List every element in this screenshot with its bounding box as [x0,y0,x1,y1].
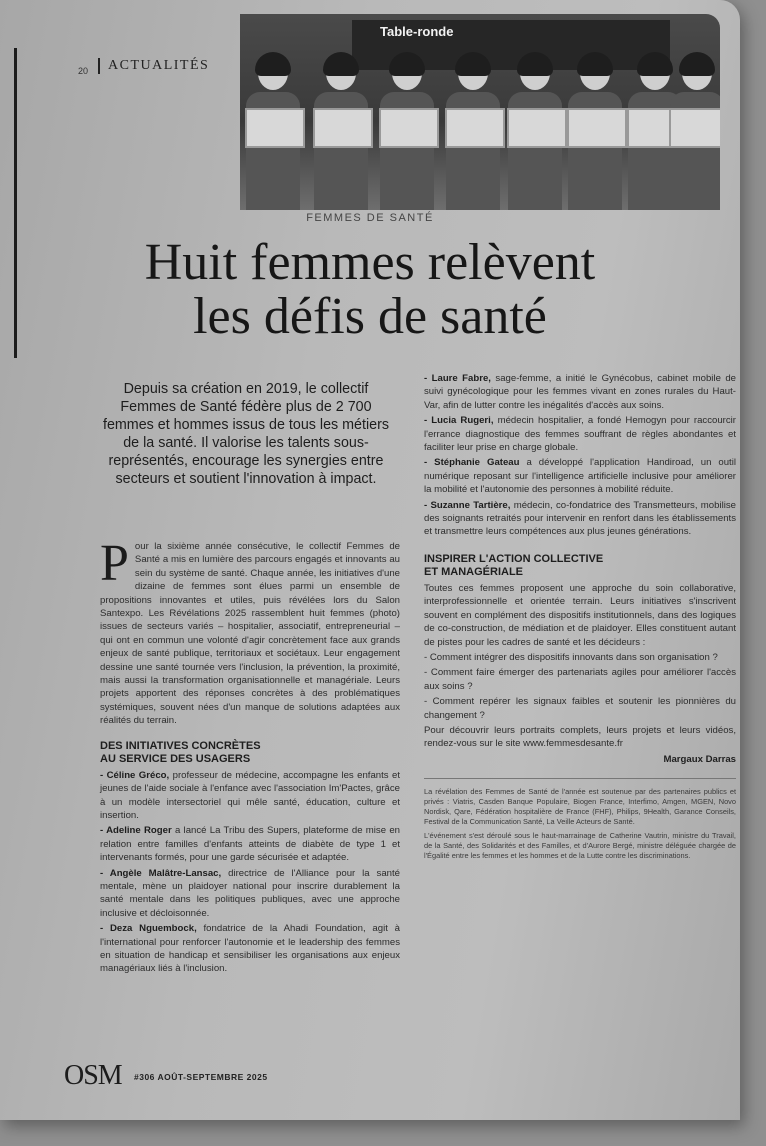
question-item: - Comment intégrer des dispositifs innovants dans son organisation ? [424,651,718,663]
author-byline: Margaux Darras [663,753,736,765]
headline-line-2: les défis de santé [193,288,547,345]
section-heading-inspirer [424,553,736,579]
list-item [424,372,736,412]
person-name: - Suzanne Tartière, [424,499,511,511]
person-name: - Angèle Malâtre-Lansac, [100,867,222,879]
photo-person [314,56,368,210]
person-name: - Deza Nguembock, [100,923,197,935]
heading-line-2: ET MANAGÉRIALE [424,565,523,578]
intro-paragraph [100,535,400,728]
body-paragraph: Toutes ces femmes proposent une approche du soin collaborative, interprofessionnelle et orientée terrain. Leurs initiatives s'inscrivent souvent en complément des dispositifs institutionnels, dans des logiques de co-construction, de médiation et de plaidoyer. Elles constituent autant de pistes pour les cadres de santé et les décideurs : [424,582,736,648]
question-item: - Comment faire émerger des partenariats agiles pour améliorer l'accès aux soins ? [424,667,736,692]
headline-line-1: Huit femmes relèvent [144,234,596,291]
person-description: a lancé La Tribu des Supers, plateforme de mise en relation entre familles d'enfants atteints de diabète de type 1 et intervenants formés, pour une garde sécurisée et adaptée. [100,825,400,864]
person-description: sage-femme, a initié le Gynécobus, cabinet mobile de suivi gynécologique pour les femmes vivant en zones rurales du Haut-Var, afin de lutter contre les inégalités d'accès aux soins. [424,373,737,411]
photo-person [508,56,562,210]
person-description: médecin hospitalier, a fondé Hemogyn pour raccourcir l'errance diagnostique des femmes souffrant de règles abondantes et faciliter leur prise en charge globale. [424,415,736,454]
list-item [424,499,736,539]
list-item [100,769,400,823]
person-description: professeur de médecine, accompagne les enfants et jeunes de l'aide sociale à l'enfance avec l'association Im'Pactes, grâce à un modèle intersectoriel qui mêle santé, éducation, culture et insertion. [100,769,400,821]
photo-person [670,56,720,210]
magazine-logo: OSM [64,1060,122,1091]
list-item [100,867,400,921]
photo-person [446,56,500,210]
person-name: - Céline Gréco, [100,769,170,781]
sponsor-note [424,778,736,861]
article-lede: Depuis sa création en 2019, le collectif Femmes de Santé fédère plus de 2 700 femmes et hommes issus de tous les métiers de la santé. Il valorise les talents sous-représentés, encourage les synergies entre secteurs et soutient l'innovation à impact. [102,381,390,487]
list-item [424,456,736,496]
list-item [100,824,400,864]
person-description: médecin, co-fondatrice des Transmetteurs, mobilise des soignants retraités pour intervenir en renfort dans les établissements et transmettre leurs compétences aux plus jeunes générations. [424,499,736,538]
right-column [424,372,736,865]
person-name: - Stéphanie Gateau [424,457,520,469]
photo-person [380,56,434,210]
photo-person [246,56,300,210]
issue-label: #306 AOÛT-SEPTEMBRE 2025 [134,1072,268,1082]
list-item [424,414,736,454]
photo-banner-title: Table-ronde [380,24,454,39]
article-headline [0,236,740,344]
intro-text: our la sixième année consécutive, le collectif Femmes de Santé a mis en lumière des parcours engagés et innovants au sein du système de santé. Chaque année, les initiatives d'une dizaine de femmes sont élues parmi un ensemble de propositions innovantes et utiles, puis révélées lors du Salon Santexpo. Les Révélations 2025 rassemblent huit femmes (photo) issues de secteurs variés – hospitalier, associatif, entrepreneurial – qui ont en commun une volonté d'agir concrètement face aux grands enjeux de santé publique, territoriaux et sociétaux. Leur engagement dessine une santé tournée vers l'inclusion, la prévention, la proximité, mais aussi la transformation organisationnelle et managériale. Leurs projets apportent des réponses concrètes à des problématiques systémiques, souvent nées d'un manque de solutions adaptées aux réalités du terrain. [100,541,400,727]
person-name: - Adeline Roger [100,825,172,837]
person-name: - Lucia Rugeri, [424,415,494,427]
section-label: ACTUALITÉS [98,58,209,74]
person-name: - Laure Fabre, [424,373,491,384]
heading-line-2: AU SERVICE DES USAGERS [100,752,251,765]
section-heading-initiatives [100,740,400,766]
drop-cap: P [100,535,129,592]
group-photo [240,14,720,210]
sponsor-note-p1: La révélation des Femmes de Santé de l'année est soutenue par des partenaires publics et privés : Viatris, Casden Banque Populaire, Biogen France, Interfimo, Amgen, MGEN, Novo Nordisk, Qare, Fédération hospitalière de France (FHF), Philips, 9Health, Garance Conseils, Festival de la Communication Santé, La Veille Acteurs de Santé. [424,787,736,827]
question-item: - Comment repérer les signaux faibles et soutenir les pionnières du changement ? [424,696,736,721]
sponsor-note-p2: L'événement s'est déroulé sous le haut-marrainage de Catherine Vautrin, ministre du Travail, de la Santé, des Solidarités et des Familles, et d'Aurore Bergé, ministre déléguée chargée de l'Égalité entre les femmes et les hommes et de la Lutte contre les discriminations. [424,831,736,861]
photo-person [568,56,622,210]
person-description: fondatrice de la Ahadi Foundation, agit à l'international pour renforcer l'autonomie et le leadership des femmes en situation de handicap et sensibiliser les organisations aux enjeux managériaux liés à l'inclusion. [100,923,400,975]
article-kicker: FEMMES DE SANTÉ [306,212,434,224]
person-description: a développé l'application Handiroad, un outil numérique reposant sur l'intelligence artificielle inclusive pour améliorer la mobilité et l'autonomie des personnes à mobilité réduite. [424,457,736,496]
heading-line-1: INSPIRER L'ACTION COLLECTIVE [424,552,604,565]
left-column [100,535,401,978]
website-paragraph: Pour découvrir leurs portraits complets, leurs projets et leurs vidéos, rendez-vous sur le site www.femmesdesante.fr [424,724,736,750]
heading-line-1: DES INITIATIVES CONCRÈTES [100,739,261,752]
page-number: 20 [78,66,89,76]
list-item [100,922,400,976]
person-description: directrice de l'Alliance pour la santé mentale, mène un plaidoyer national pour inscrire durablement la santé mentale dans les politiques publiques, avec une approche inclusive et décloisonnée. [100,867,401,919]
